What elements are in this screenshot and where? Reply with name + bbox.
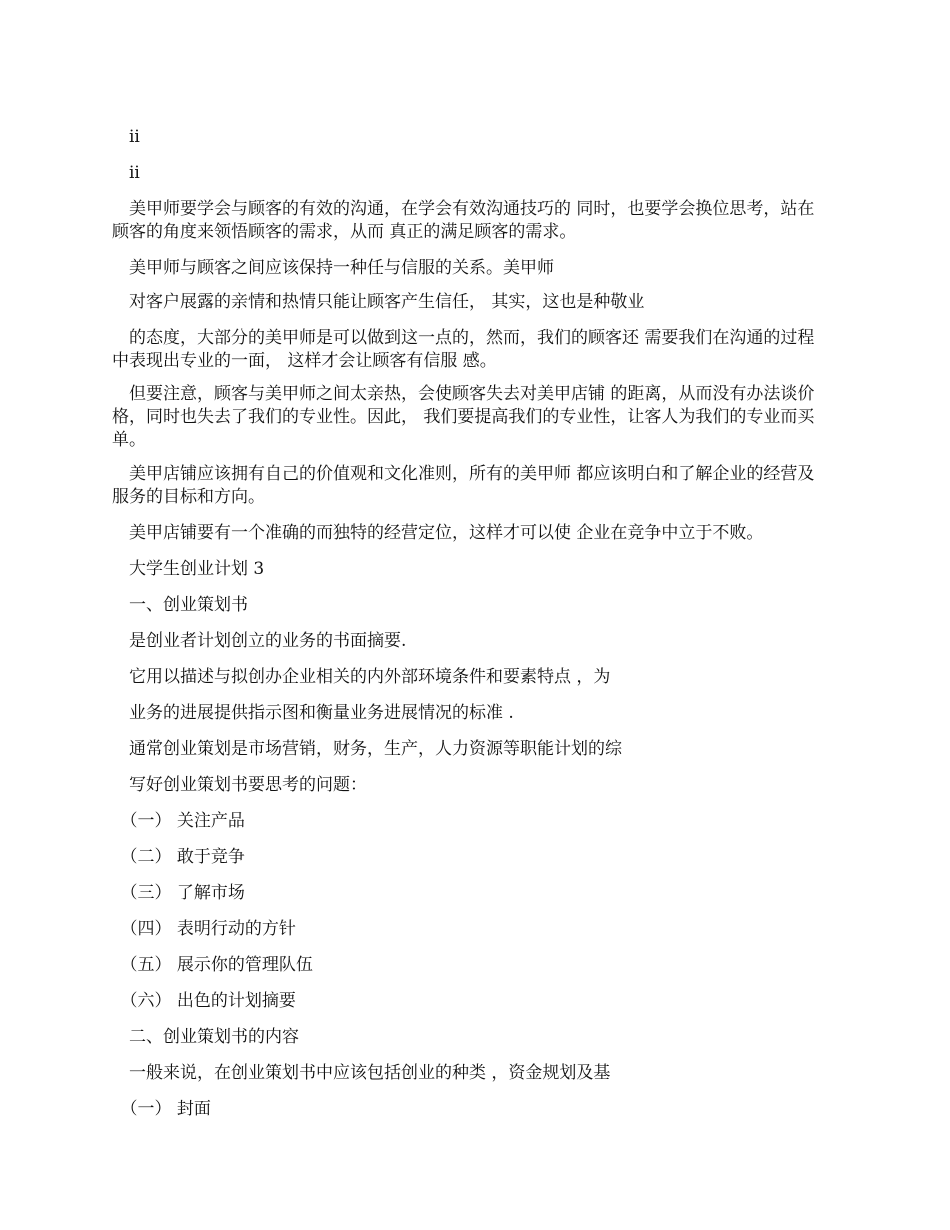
paragraph-4: 美甲师与顾客之间应该保持一种任与信服的关系。美甲师 [112, 258, 554, 278]
paragraph-10: 是创业者计划创立的业务的书面摘要. [112, 631, 407, 651]
section-heading-2: 二、创业策划书的内容 [112, 1027, 299, 1047]
paragraph-6: 的态度，大部分的美甲师是可以做到这一点的，然而，我们的顾客还 需要我们在沟通的过程中表现出专业的一面， 这样才会让顾客有信服 感。 [112, 328, 815, 371]
list-item-5: （五） 展示你的管理队伍 [112, 955, 313, 975]
section-heading-plan: 大学生创业计划 3 [112, 559, 265, 579]
paragraph-12: 业务的进展提供指示图和衡量业务进展情况的标准 . [112, 703, 514, 723]
list-item-cover: （一） 封面 [112, 1099, 211, 1119]
paragraph-1: ii [112, 127, 140, 147]
paragraph-9: 美甲店铺要有一个准确的而独特的经营定位，这样才可以使 企业在竞争中立于不败。 [112, 523, 764, 543]
paragraph-11: 它用以描述与拟创办企业相关的内外部环境条件和要素特点 ，为 [112, 667, 611, 687]
paragraph-13: 通常创业策划是市场营销，财务，生产，人力资源等职能计划的综 [112, 739, 622, 759]
list-item-3: （三） 了解市场 [112, 883, 245, 903]
paragraph-3: 美甲师要学会与顾客的有效的沟通，在学会有效沟通技巧的 同时，也要学会换位思考，站在顾客的角度来领悟顾客的需求，从而 真正的满足顾客的需求。 [112, 199, 815, 242]
list-item-4: （四） 表明行动的方针 [112, 919, 296, 939]
paragraph-7: 但要注意，顾客与美甲师之间太亲热，会使顾客失去对美甲店铺 的距离，从而没有办法谈价格，同时也失去了我们的专业性。因此， 我们要提高我们的专业性，让客人为我们的专业而买单。 [112, 384, 815, 450]
paragraph-15: 一般来说，在创业策划书中应该包括创业的种类 ，资金规划及基 [112, 1063, 611, 1083]
paragraph-2: ii [112, 163, 140, 183]
paragraph-14: 写好创业策划书要思考的问题： [112, 775, 367, 795]
list-item-1: （一） 关注产品 [112, 811, 245, 831]
list-item-2: （二） 敢于竞争 [112, 847, 245, 867]
list-item-6: （六） 出色的计划摘要 [112, 991, 296, 1011]
section-heading-1: 一、创业策划书 [112, 595, 248, 615]
paragraph-8: 美甲店铺应该拥有自己的价值观和文化准则，所有的美甲师 都应该明白和了解企业的经营及服务的目标和方向。 [112, 464, 815, 507]
paragraph-5: 对客户展露的亲情和热情只能让顾客产生信任， 其实，这也是种敬业 [112, 292, 645, 312]
